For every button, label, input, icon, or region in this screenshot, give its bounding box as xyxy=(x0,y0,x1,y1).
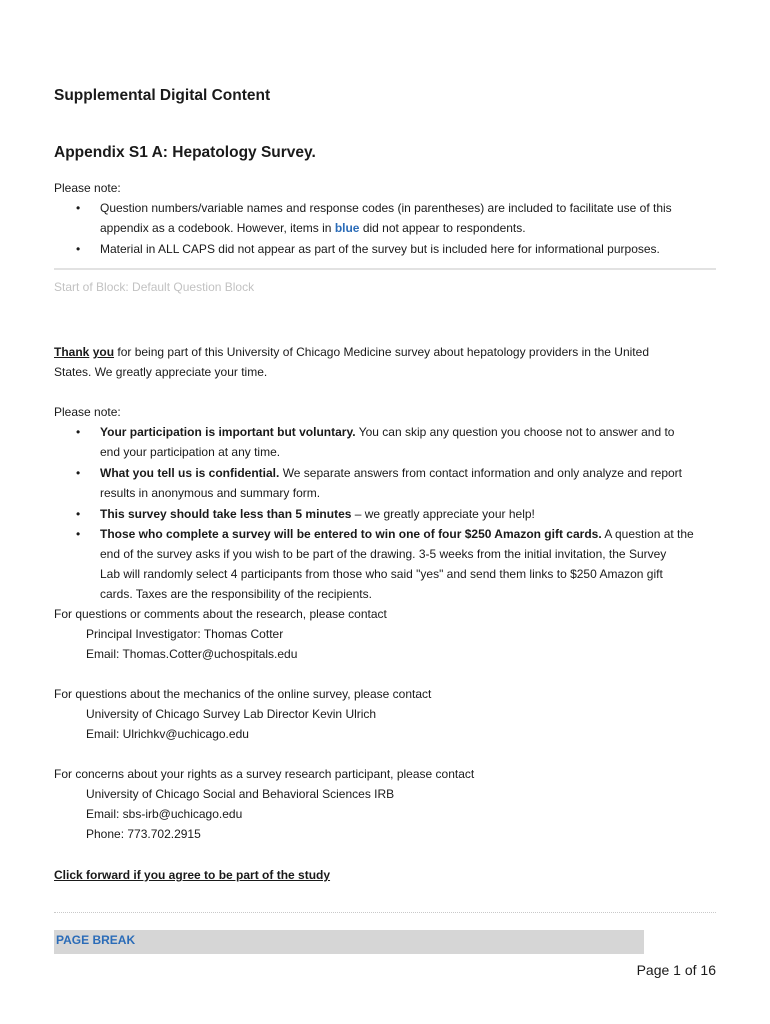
document-title: Supplemental Digital Content xyxy=(54,87,271,104)
irb-email: Email: sbs-irb@uchicago.edu xyxy=(86,807,243,821)
bullet-text: You can skip any question you choose not to answer and to xyxy=(355,425,675,439)
divider xyxy=(54,268,716,270)
note-text: appendix as a codebook. However, items in xyxy=(100,221,335,235)
survey-lab-director: University of Chicago Survey Lab Director Kevin Ulrich xyxy=(86,707,377,721)
bullet-text: A question at the xyxy=(601,527,694,541)
appendix-heading: Appendix S1 A: Hepatology Survey. xyxy=(54,144,316,161)
bullet-text: – we greatly appreciate your help! xyxy=(351,507,535,521)
dotted-divider xyxy=(54,912,716,913)
bullet-dot-icon: • xyxy=(76,466,81,480)
gift-card-bullet-line-3: Lab will randomly select 4 participants from those who said "yes" and send them links to $250 Amazon gift xyxy=(100,567,663,581)
pi-email: Email: Thomas.Cotter@uchospitals.edu xyxy=(86,647,298,661)
bullet-dot-icon: • xyxy=(76,201,81,215)
gift-card-bullet xyxy=(100,526,694,542)
survey-lab-email: Email: Ulrichkv@uchicago.edu xyxy=(86,727,249,741)
research-contact-label: For questions or comments about the research, please contact xyxy=(54,607,387,621)
bullet-dot-icon: • xyxy=(76,527,81,541)
note-bullet-2: Material in ALL CAPS did not appear as part of the survey but is included here for informational purposes. xyxy=(100,242,660,256)
page-number: Page 1 of 16 xyxy=(636,962,716,978)
click-forward-consent: Click forward if you agree to be part of the study xyxy=(54,868,331,882)
confidential-bullet-line-2: results in anonymous and summary form. xyxy=(100,486,321,500)
gift-card-bullet-line-2: end of the survey asks if you wish to be part of the drawing. 3-5 weeks from the initial invitation, the Survey xyxy=(100,547,667,561)
duration-bullet xyxy=(100,506,535,522)
rights-contact-label: For concerns about your rights as a survey research participant, please contact xyxy=(54,767,475,781)
page-break-label: PAGE BREAK xyxy=(56,933,136,947)
note-text: did not appear to respondents. xyxy=(359,221,526,235)
note-label: Please note: xyxy=(54,181,121,195)
bullet-text: We separate answers from contact information and only analyze and report xyxy=(279,466,683,480)
bold-text: Those who complete a survey will be entered to win one of four $250 Amazon gift cards. xyxy=(100,527,602,541)
bold-text: This survey should take less than 5 minutes xyxy=(100,507,352,521)
confidential-bullet xyxy=(100,465,682,481)
note-label-2: Please note: xyxy=(54,405,121,419)
mechanics-contact-label: For questions about the mechanics of the online survey, please contact xyxy=(54,687,432,701)
bullet-dot-icon: • xyxy=(76,425,81,439)
intro-line-1 xyxy=(54,344,649,360)
bold-text: What you tell us is confidential. xyxy=(100,466,280,480)
intro-text: for being part of this University of Chicago Medicine survey about hepatology providers in the United xyxy=(114,345,649,359)
blue-word: blue xyxy=(334,221,360,235)
block-start-label: Start of Block: Default Question Block xyxy=(54,280,255,294)
note-bullet-1-line-1: Question numbers/variable names and response codes (in parentheses) are included to facilitate use of this xyxy=(100,201,672,215)
bold-text: Your participation is important but voluntary. xyxy=(100,425,356,439)
participation-bullet xyxy=(100,424,674,440)
irb-name: University of Chicago Social and Behavioral Sciences IRB xyxy=(86,787,395,801)
intro-you: you xyxy=(92,345,115,359)
intro-thank: Thank xyxy=(54,345,90,359)
bullet-dot-icon: • xyxy=(76,507,81,521)
page-break-bar xyxy=(54,930,644,954)
principal-investigator: Principal Investigator: Thomas Cotter xyxy=(86,627,284,641)
gift-card-bullet-line-4: cards. Taxes are the responsibility of the recipients. xyxy=(100,587,372,601)
bullet-dot-icon: • xyxy=(76,242,81,256)
intro-line-2: States. We greatly appreciate your time. xyxy=(54,365,268,379)
participation-bullet-line-2: end your participation at any time. xyxy=(100,445,281,459)
irb-phone: Phone: 773.702.2915 xyxy=(86,827,201,841)
note-bullet-1-line-2 xyxy=(100,220,526,236)
